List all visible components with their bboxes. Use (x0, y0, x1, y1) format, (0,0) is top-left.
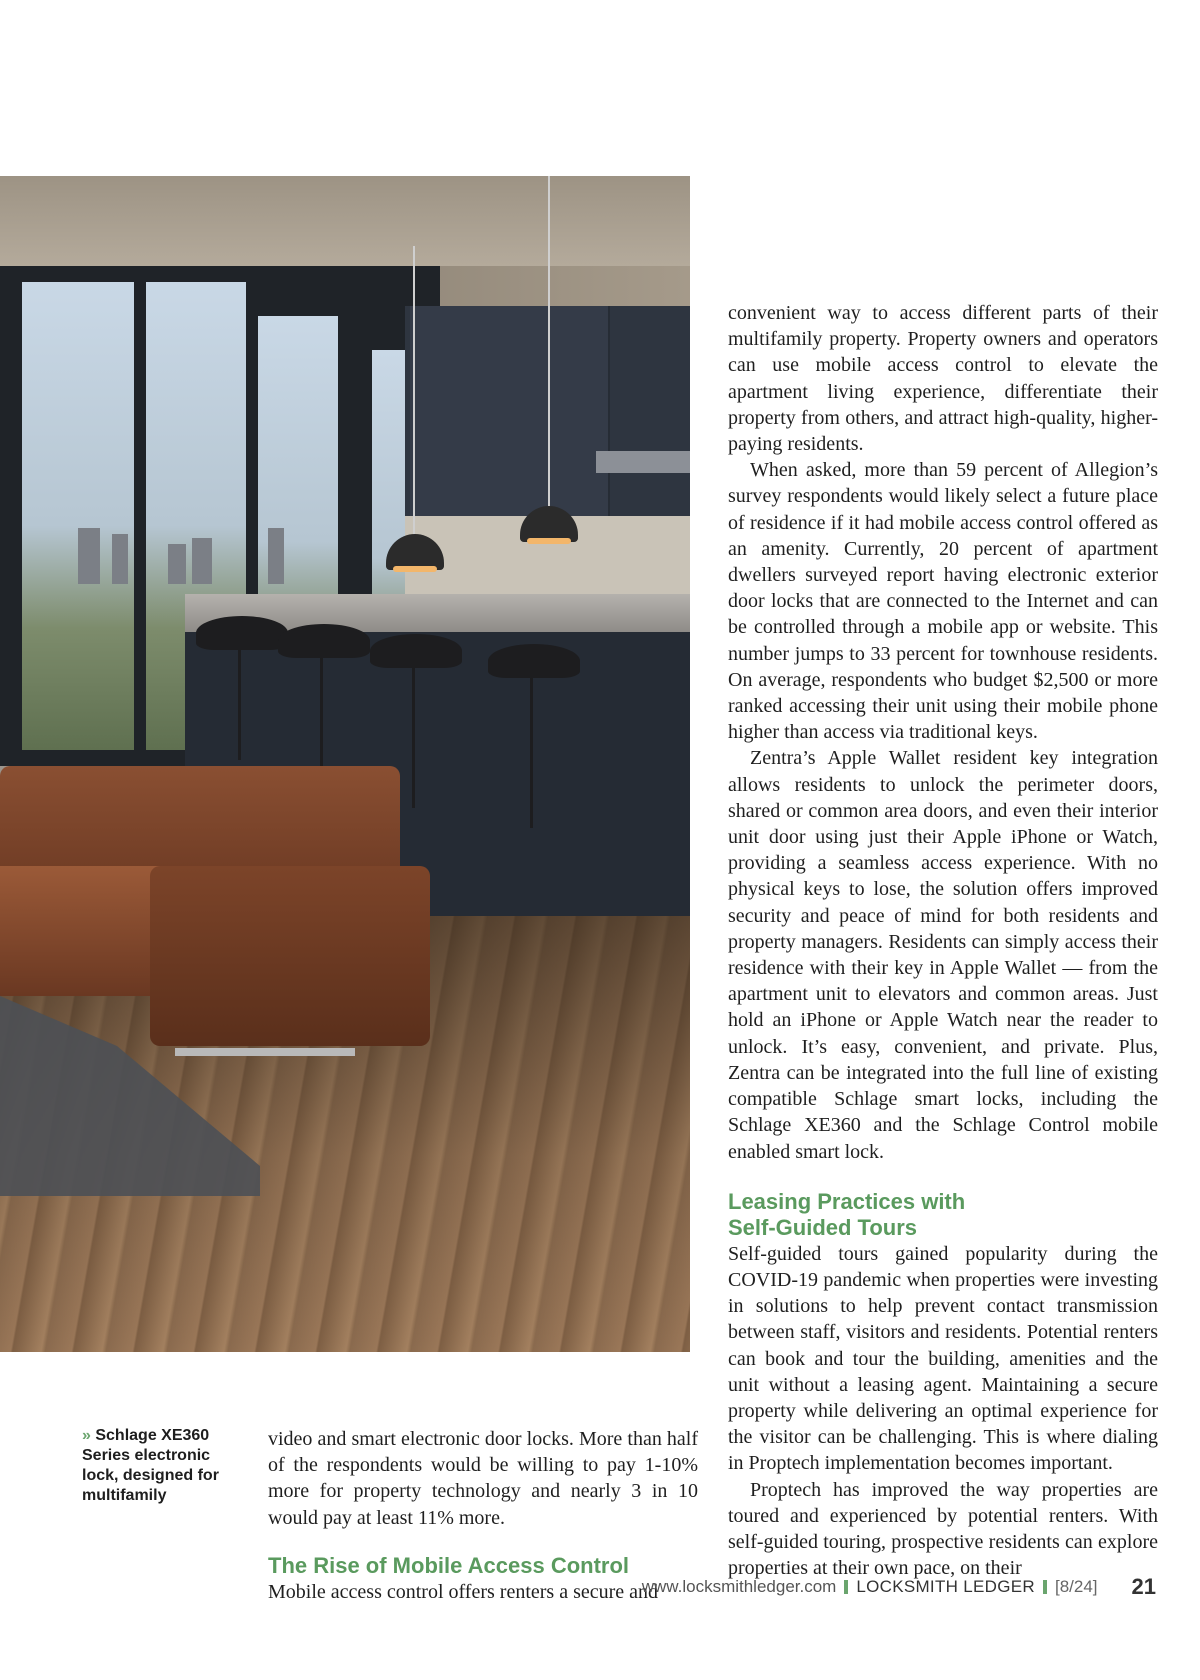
body-paragraph: Mobile access control offers renters a secure and (268, 1580, 659, 1603)
page-number: 21 (1131, 1574, 1156, 1599)
footer-issue: [8/24] (1054, 1577, 1098, 1596)
footer-separator (1043, 1580, 1047, 1594)
ceiling (0, 176, 690, 266)
apartment-interior-photo (0, 176, 690, 1352)
body-paragraph: When asked, more than 59 percent of Allegion’s survey respondents would likely select a future place of residence if it had mobile access control offered as an amenity. Currently, 20 percent of apartment dwellers surveyed report having electronic exterior door locks that are connected to the Internet and can be controlled through a mobile app or website. This number jumps to 33 percent for townhouse residents. On average, respondents who budget $2,500 or more ranked accessing their unit using their mobile phone higher than access via traditional keys. (728, 459, 1158, 744)
pendant-glow (393, 566, 437, 572)
bar-stool-icon (370, 634, 462, 668)
pendant-cord (548, 176, 550, 508)
caption-chevron-icon: » (82, 1427, 91, 1444)
body-paragraph: Zentra’s Apple Wallet resident key integration allows residents to unlock the perimeter doors, shared or common area doors, and even their interior unit door using just their Apple iPhone or Watch, providing a seamless access experience. With no physical keys to lose, the solution offers improved security and peace of mind for both residents and property managers. Residents can simply access their residence with their key in Apple Wallet — from the apartment unit to elevators and common areas. Just hold an iPhone or Apple Watch near the reader to unlock. It’s easy, convenient, and private. Plus, Zentra can be integrated into the full line of existing compatible Schlage smart locks, including the Schlage XE360 and the Schlage Control mobile enabled smart lock. (728, 747, 1158, 1163)
window-pane (22, 282, 134, 750)
city-building (112, 534, 128, 584)
caption-text: Schlage XE360 Series electronic lock, designed for multifamily (82, 1427, 219, 1504)
footer-website-link[interactable]: www.locksmithledger.com (641, 1577, 837, 1596)
pendant-cord (413, 246, 415, 536)
footer-separator (844, 1580, 848, 1594)
stool-leg (530, 678, 533, 828)
stool-leg (320, 658, 323, 778)
photo-caption (82, 1426, 232, 1506)
body-paragraph: convenient way to access different parts of their multifamily property. Property owners and operators can use mobile access control to elevate the apartment living experience, differentiate their property from others, and attract high-quality, higher-paying residents. (728, 302, 1158, 456)
bar-stool-icon (488, 644, 580, 678)
section-subhead-line-2: Self-Guided Tours (728, 1214, 918, 1240)
sofa-arm (150, 866, 430, 1046)
bar-stool-icon (196, 616, 288, 650)
body-paragraph: Self-guided tours gained popularity during the COVID-19 pandemic when properties were investing in solutions to help prevent contact transmission between staff, visitors and residents. Potential renters can book and tour the building, amenities and the unit without a leasing agent. Maintaining a secure property while delivering an optimal experience for the visitor can be challenging. This is where dialing in Proptech implementation becomes important. (728, 1242, 1158, 1475)
body-paragraph: Proptech has improved the way properties are toured and experienced by potential renters. With self-guided touring, prospective residents can explore properties at their own pace, on their (728, 1478, 1158, 1580)
body-paragraph: video and smart electronic door locks. More than half of the respondents would be willing to pay 1-10% more for property technology and nearly 3 in 10 would pay at least 11% more. (268, 1428, 698, 1529)
city-building (192, 538, 212, 584)
sofa-leg (175, 1048, 355, 1056)
kitchen-cabinet (410, 306, 610, 516)
city-building (168, 544, 186, 584)
pendant-glow (527, 538, 571, 544)
page-footer (642, 1572, 1156, 1602)
middle-column (268, 1426, 698, 1605)
stool-leg (238, 650, 241, 760)
range-hood (596, 451, 690, 473)
city-building (268, 528, 284, 584)
right-column (728, 300, 1158, 1581)
bar-stool-icon (278, 624, 370, 658)
footer-publication: LOCKSMITH LEDGER (856, 1577, 1035, 1596)
section-subhead: The Rise of Mobile Access Control (268, 1552, 630, 1578)
city-building (78, 528, 100, 584)
stool-leg (412, 668, 415, 808)
section-subhead-line-1: Leasing Practices with (728, 1188, 966, 1214)
